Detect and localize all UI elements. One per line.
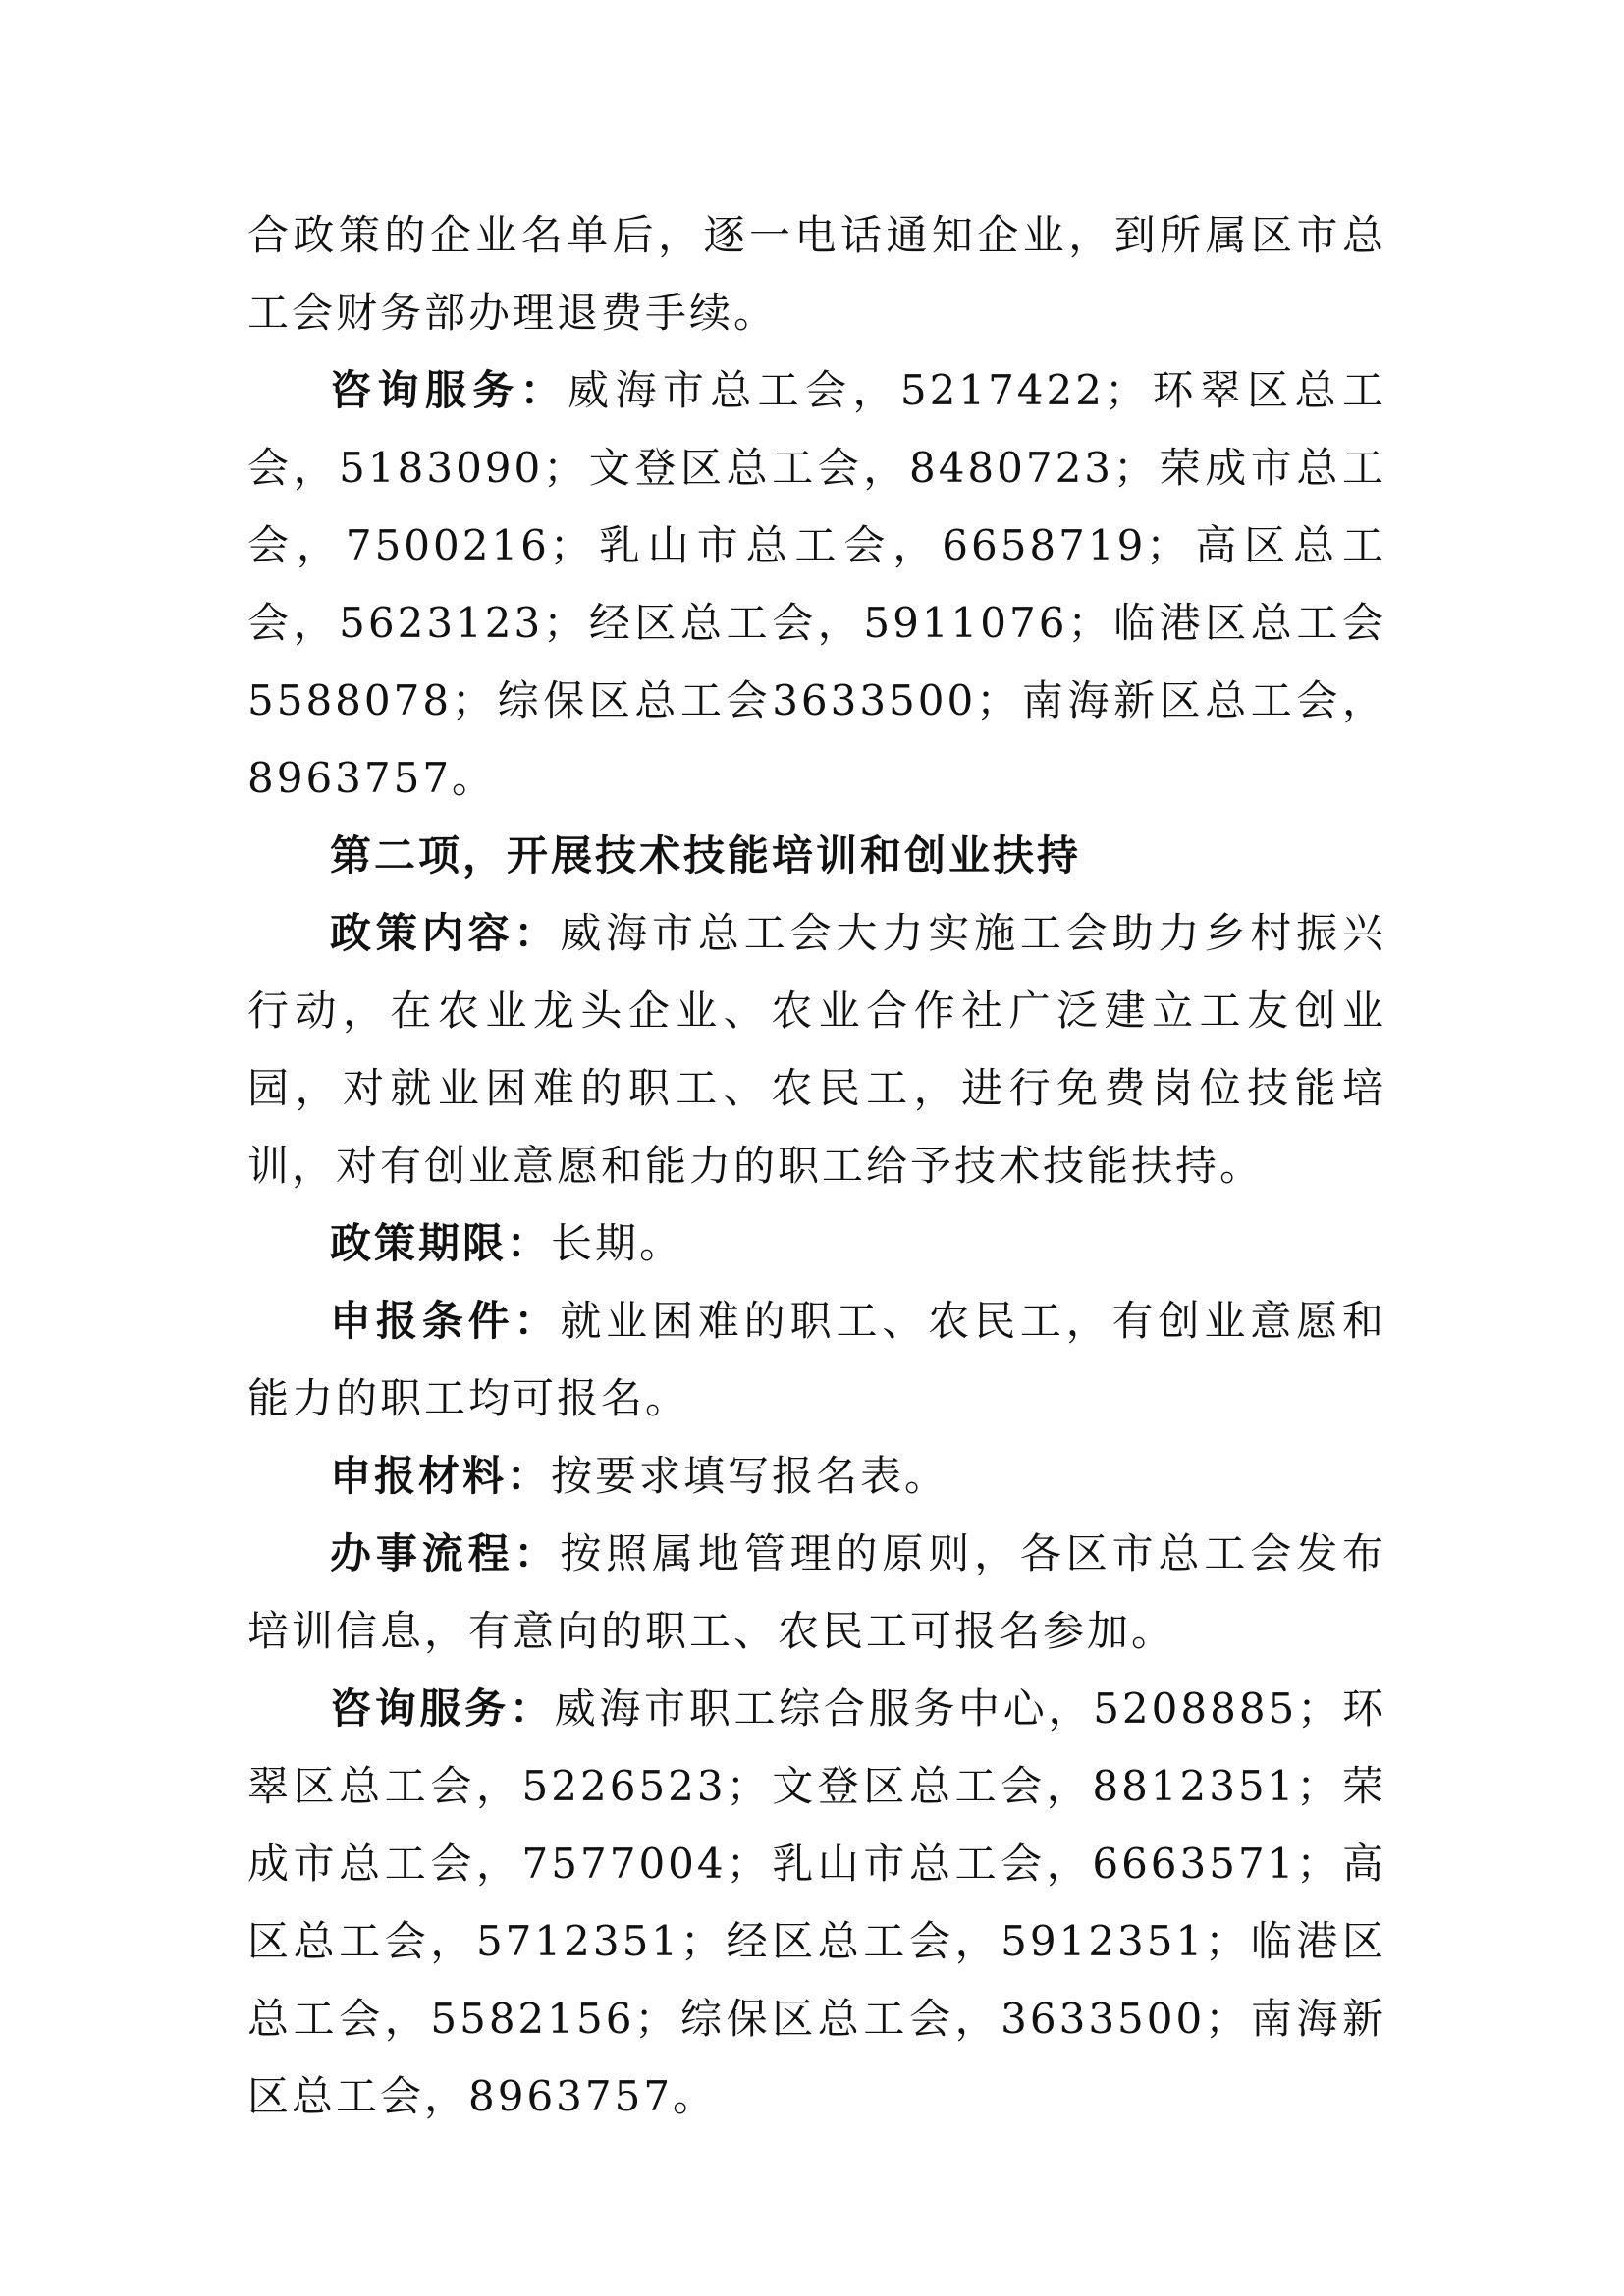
paragraph-text: 按要求填写报名表。	[551, 1452, 949, 1500]
paragraph-apply-conditions	[247, 1282, 1386, 1437]
paragraph-process	[247, 1515, 1386, 1670]
paragraph-label: 咨询服务：	[330, 1684, 555, 1733]
paragraph-consult-services-1	[247, 351, 1386, 817]
paragraph-label: 申报材料：	[330, 1452, 552, 1500]
paragraph-text: 长期。	[551, 1219, 684, 1267]
paragraph-text: 威海市总工会，5217422；环翠区总工会，5183090；文登区总工会，8480723；荣成市总工会，7500216；乳山市总工会，6658719；高区总工会，5623123；经区总工会，5911076；临港区总工会5588078；综保区总工会3633500；南海新区总工会，8963757。	[247, 366, 1386, 802]
paragraph-text: 合政策的企业名单后，逐一电话通知企业，到所属区市总工会财务部办理退费手续。	[247, 211, 1386, 337]
paragraph-text: 威海市职工综合服务中心，5208885；环翠区总工会，5226523；文登区总工会，8812351；荣成市总工会，7577004；乳山市总工会，6663571；高区总工会，5712351；经区总工会，5912351；临港区总工会，5582156；综保区总工会，3633500；南海新区总工会，8963757。	[247, 1684, 1386, 2120]
section-heading-item-2: 第二项，开展技术技能培训和创业扶持	[330, 831, 1082, 880]
paragraph-policy-content	[247, 894, 1386, 1204]
paragraph-continuation	[247, 196, 1386, 351]
paragraph-label: 政策期限：	[330, 1219, 552, 1267]
paragraph-consult-services-2	[247, 1670, 1386, 2135]
paragraph-text: 就业困难的职工、农民工，有创业意愿和能力的职工均可报名。	[247, 1297, 1386, 1422]
paragraph-label: 政策内容：	[330, 909, 561, 957]
document-body	[247, 196, 1386, 2135]
paragraph-text: 威海市总工会大力实施工会助力乡村振兴行动，在农业龙头企业、农业合作社广泛建立工友创业园，对就业困难的职工、农民工，进行免费岗位技能培训，对有创业意愿和能力的职工给予技术技能扶持。	[247, 909, 1386, 1190]
paragraph-apply-materials	[247, 1437, 1386, 1515]
paragraph-text: 按照属地管理的原则，各区市总工会发布培训信息，有意向的职工、农民工可报名参加。	[247, 1529, 1386, 1655]
paragraph-policy-term	[247, 1204, 1386, 1282]
paragraph-label: 申报条件：	[330, 1297, 561, 1345]
paragraph-label: 办事流程：	[330, 1529, 561, 1577]
paragraph-label: 咨询服务：	[330, 366, 568, 414]
